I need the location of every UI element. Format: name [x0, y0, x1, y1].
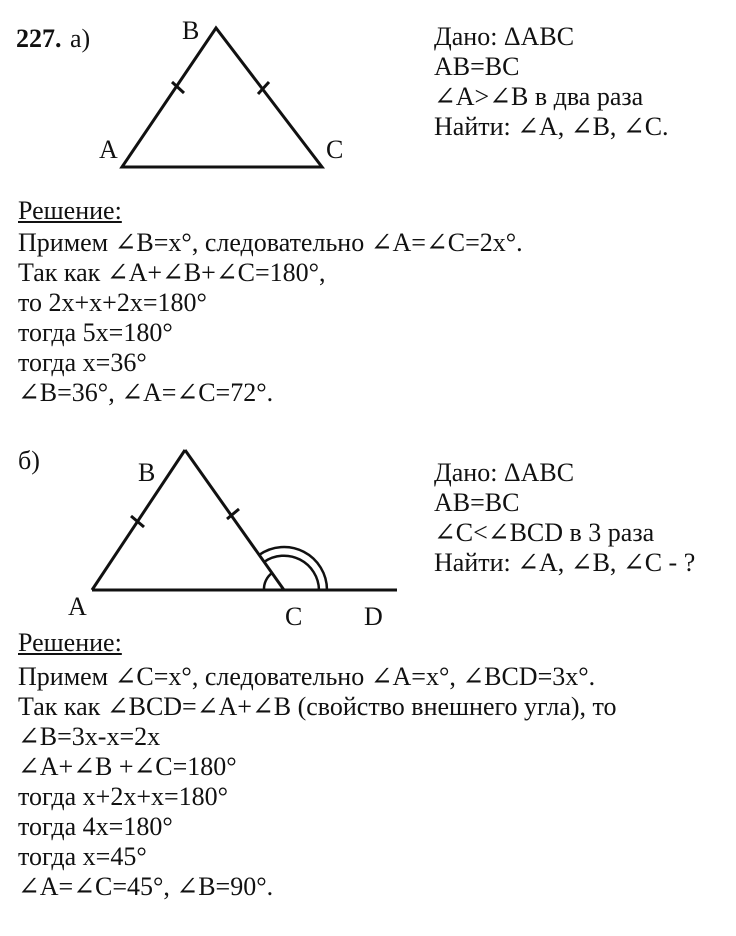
solution-b-line: тогда x=45° [18, 842, 147, 871]
solution-a-line: то 2x+x+2x=180° [18, 288, 207, 317]
part-a-label: а) [70, 24, 91, 53]
angle-c-arc [264, 573, 272, 590]
problem-number: 227. [16, 24, 62, 53]
solution-a-line: Так как ∠A+∠B+∠C=180°, [18, 258, 326, 287]
given-b-line: ∠C<∠BCD в 3 раза [434, 518, 655, 547]
given-a-line: ∠A>∠B в два раза [434, 82, 644, 111]
solution-a-line: тогда x=36° [18, 348, 147, 377]
vertex-b-a: B [182, 16, 200, 45]
vertex-a-b: A [68, 592, 87, 621]
part-b-label: б) [18, 446, 40, 475]
given-b-line: Найти: ∠A, ∠B, ∠C - ? [434, 548, 696, 577]
side-bc [185, 450, 284, 590]
solution-b-line: тогда 4x=180° [18, 812, 173, 841]
given-a-line: Найти: ∠A, ∠B, ∠C. [434, 112, 669, 141]
solution-b-header: Решение: [18, 628, 122, 657]
solution-b-line: Так как ∠BCD=∠A+∠B (свойство внешнего угла), то [18, 692, 617, 721]
solution-b-line: ∠A=∠C=45°, ∠B=90°. [18, 872, 274, 901]
solution-b-line: ∠A+∠B +∠C=180° [18, 752, 237, 781]
solution-b-line: Примем ∠C=x°, следовательно ∠A=x°, ∠BCD=3x°. [18, 662, 596, 691]
tick-ab-b [131, 516, 144, 527]
vertex-a-a: A [99, 135, 118, 164]
vertex-c-b: C [285, 602, 303, 631]
vertex-b-b: B [138, 458, 156, 487]
solution-a-line: Примем ∠B=x°, следовательно ∠A=∠C=2x°. [18, 228, 523, 257]
given-b-line: AB=BC [434, 488, 520, 517]
solution-a-line: тогда 5x=180° [18, 318, 173, 347]
given-b [434, 458, 695, 578]
solution-b-line: ∠B=3x-x=2x [18, 722, 161, 751]
given-a-line: AB=BC [434, 52, 520, 81]
solution-b [18, 662, 617, 902]
solution-a-line: ∠B=36°, ∠A=∠C=72°. [18, 378, 274, 407]
vertex-c-a: C [326, 135, 344, 164]
solution-b-line: тогда x+2x+x=180° [18, 782, 229, 811]
given-b-line: Дано: ΔABC [434, 458, 575, 487]
solution-a-header: Решение: [18, 196, 122, 225]
given-a-line: Дано: ΔABC [434, 22, 575, 51]
vertex-d-b: D [364, 602, 383, 631]
